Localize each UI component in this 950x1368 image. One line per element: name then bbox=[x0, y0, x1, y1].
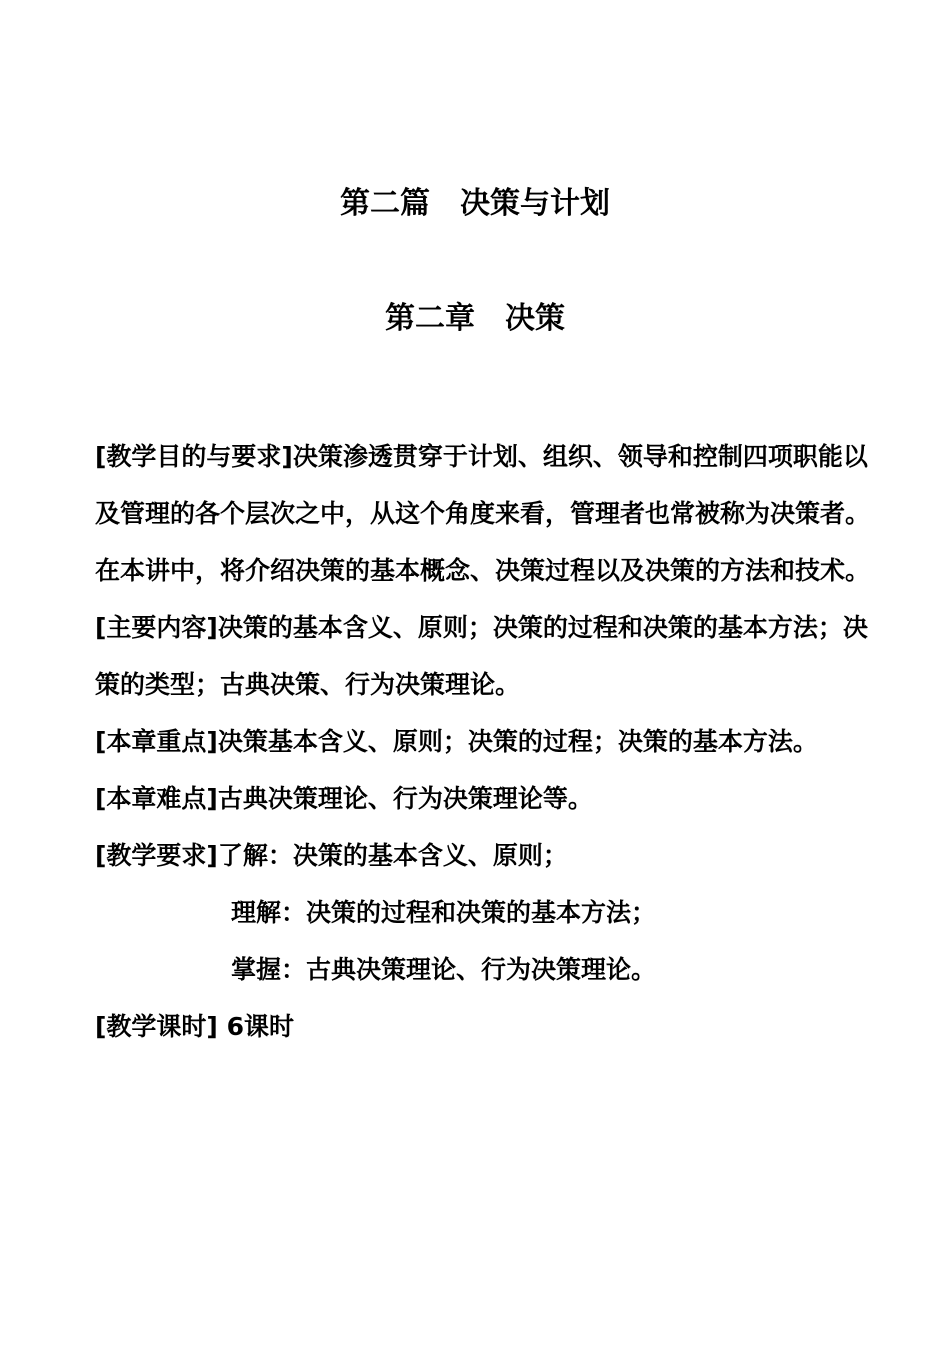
chapter-title: 第二章 决策 bbox=[385, 301, 565, 336]
key-points-label: [本章重点] bbox=[95, 727, 218, 756]
difficulties-label: [本章难点] bbox=[95, 784, 218, 813]
requirement-line bbox=[95, 941, 870, 998]
hours-label: [教学课时] bbox=[95, 1012, 218, 1041]
requirements-label: [教学要求] bbox=[95, 841, 218, 870]
difficulties-text: 古典决策理论、行为决策理论等。 bbox=[217, 784, 593, 813]
requirement-item: 了解：决策的基本含义、原则； bbox=[217, 841, 568, 870]
hours-text: 6课时 bbox=[217, 1012, 294, 1041]
contents-text: 决策的基本含义、原则；决策的过程和决策的基本方法；决策的类型；古典决策、行为决策理论。 bbox=[95, 613, 868, 699]
requirement-item: 掌握：古典决策理论、行为决策理论。 bbox=[231, 955, 657, 984]
contents-label: [主要内容] bbox=[95, 613, 218, 642]
objectives-text: 决策渗透贯穿于计划、组织、领导和控制四项职能以及管理的各个层次之中，从这个角度来看，管理者也常被称为决策者。在本讲中，将介绍决策的基本概念、决策过程以及决策的方法和技术。 bbox=[95, 442, 871, 585]
requirement-item: 理解：决策的过程和决策的基本方法； bbox=[231, 898, 657, 927]
part-title: 第二篇 决策与计划 bbox=[340, 186, 610, 221]
objectives-paragraph bbox=[95, 428, 870, 599]
requirement-line bbox=[95, 884, 870, 941]
difficulties-paragraph bbox=[95, 770, 870, 827]
hours-paragraph bbox=[95, 998, 870, 1055]
syllabus-body bbox=[95, 428, 870, 1055]
requirements-paragraph bbox=[95, 827, 870, 884]
key-points-paragraph bbox=[95, 713, 870, 770]
objectives-label: [教学目的与要求] bbox=[95, 442, 293, 471]
key-points-text: 决策基本含义、原则；决策的过程；决策的基本方法。 bbox=[217, 727, 818, 756]
contents-paragraph bbox=[95, 599, 870, 713]
